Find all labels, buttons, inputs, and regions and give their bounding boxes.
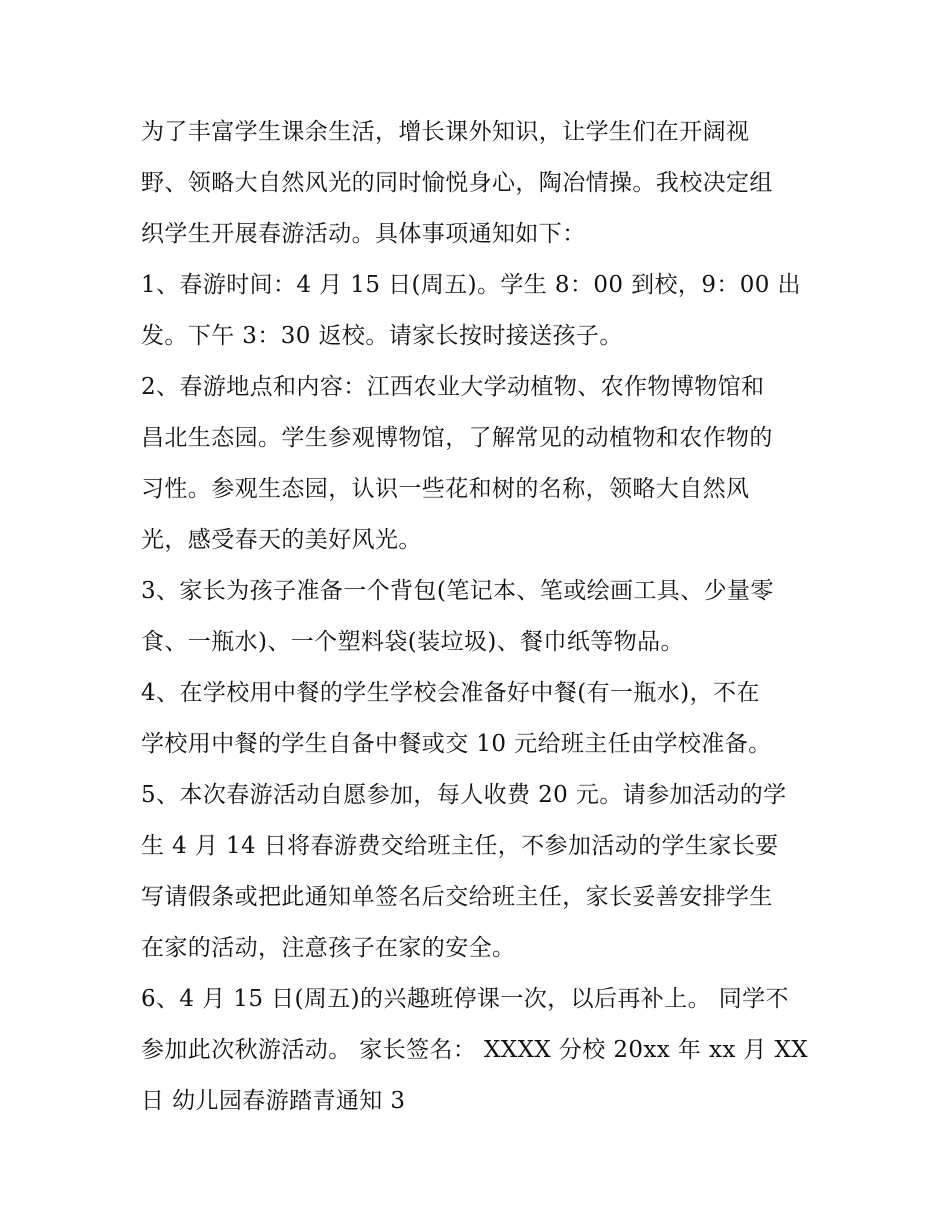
paragraph-line: 织学生开展春游活动。具体事项通知如下： [141, 221, 586, 247]
item-6-line: 6、4 月 15 日(周五)的兴趣班停课一次，以后再补上。 同学不 [141, 986, 789, 1012]
item-4-line: 4、在学校用中餐的学生学校会准备好中餐(有一瓶水)，不在 [141, 680, 760, 706]
item-5-line: 在家的活动，注意孩子在家的安全。 [141, 935, 516, 961]
item-6-line: 日 幼儿园春游踏青通知 3 [141, 1088, 406, 1114]
item-4-line: 学校用中餐的学生自备中餐或交 10 元给班主任由学校准备。 [141, 731, 772, 757]
item-1-line: 1、春游时间：4 月 15 日(周五)。学生 8：00 到校，9：00 出 [141, 272, 801, 298]
item-3-line: 食、一瓶水)、一个塑料袋(装垃圾)、餐巾纸等物品。 [141, 629, 684, 655]
item-1-line: 发。下午 3：30 返校。请家长按时接送孩子。 [141, 323, 623, 349]
item-3-line: 3、家长为孩子准备一个背包(笔记本、笔或绘画工具、少量零 [141, 578, 774, 604]
notice-body [141, 107, 821, 1127]
paragraph-line: 野、领略大自然风光的同时愉悦身心，陶冶情操。我校决定组 [141, 170, 773, 196]
item-2-line: 光，感受春天的美好风光。 [141, 527, 422, 553]
item-5-line: 生 4 月 14 日将春游费交给班主任，不参加活动的学生家长要 [141, 833, 779, 859]
item-2-line: 习性。参观生态园，认识一些花和树的名称，领略大自然风 [141, 476, 750, 502]
item-5-line: 5、本次春游活动自愿参加，每人收费 20 元。请参加活动的学 [141, 782, 787, 808]
item-5-line: 写请假条或把此通知单签名后交给班主任，家长妥善安排学生 [141, 884, 773, 910]
item-6-line: 参加此次秋游活动。 家长签名： XXXX 分校 20xx 年 xx 月 XX [141, 1037, 809, 1063]
paragraph-line: 为了丰富学生课余生活，增长课外知识，让学生们在开阔视 [141, 119, 750, 145]
item-2-line: 昌北生态园。学生参观博物馆，了解常见的动植物和农作物的 [141, 425, 773, 451]
item-2-line: 2、春游地点和内容：江西农业大学动植物、农作物博物馆和 [141, 374, 765, 400]
